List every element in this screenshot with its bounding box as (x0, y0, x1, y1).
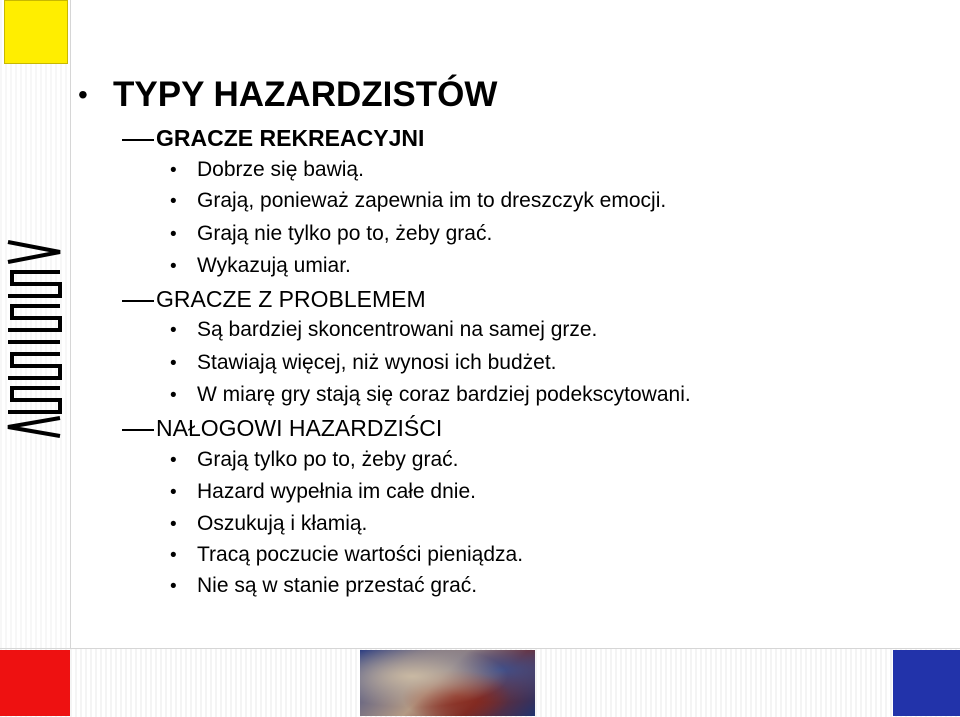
list-item: Nie są w stanie przestać grać. (197, 574, 478, 597)
list-item: Oszukują i kłamią. (197, 512, 368, 535)
bullet-icon: • (170, 385, 177, 406)
bullet-icon: • (170, 320, 177, 341)
bullet-icon: • (170, 576, 177, 597)
bullet-icon: • (170, 224, 177, 245)
list-item: Stawiają więcej, niż wynosi ich budżet. (197, 351, 557, 374)
list-item: Hazard wypełnia im całe dnie. (197, 480, 476, 503)
dash-icon (122, 300, 154, 302)
bullet-icon: • (170, 450, 177, 471)
bullet-icon: • (170, 191, 177, 212)
dash-icon (122, 429, 154, 431)
section-heading-problem: GRACZE Z PROBLEMEM (156, 286, 426, 312)
bullet-icon: • (170, 256, 177, 277)
bullet-icon: • (170, 160, 177, 181)
list-item: W miarę gry stają się coraz bardziej podekscytowani. (197, 383, 691, 406)
decorative-photo (360, 650, 535, 716)
list-item: Dobrze się bawią. (197, 158, 364, 181)
bullet-icon: • (170, 353, 177, 374)
section-heading-addicted: NAŁOGOWI HAZARDZIŚCI (156, 415, 443, 441)
slide-title: TYPY HAZARDZISTÓW (113, 75, 498, 114)
dash-icon (122, 139, 154, 141)
section-heading-recreational: GRACZE REKREACYJNI (156, 125, 425, 151)
vss-vertical-logo (4, 238, 64, 438)
list-item: Grają tylko po to, żeby grać. (197, 448, 459, 471)
bullet-icon: • (170, 514, 177, 535)
bullet-icon: • (170, 482, 177, 503)
bullet-icon: • (170, 545, 177, 566)
red-square (0, 650, 70, 716)
list-item: Wykazują umiar. (197, 254, 351, 277)
yellow-square (4, 0, 68, 64)
title-bullet-icon: • (78, 79, 88, 110)
list-item: Są bardziej skoncentrowani na samej grze. (197, 318, 598, 341)
list-item: Grają nie tylko po to, żeby grać. (197, 222, 493, 245)
blue-square (893, 650, 960, 716)
list-item: Grają, ponieważ zapewnia im to dreszczyk emocji. (197, 189, 667, 212)
list-item: Tracą poczucie wartości pieniądza. (197, 543, 524, 566)
